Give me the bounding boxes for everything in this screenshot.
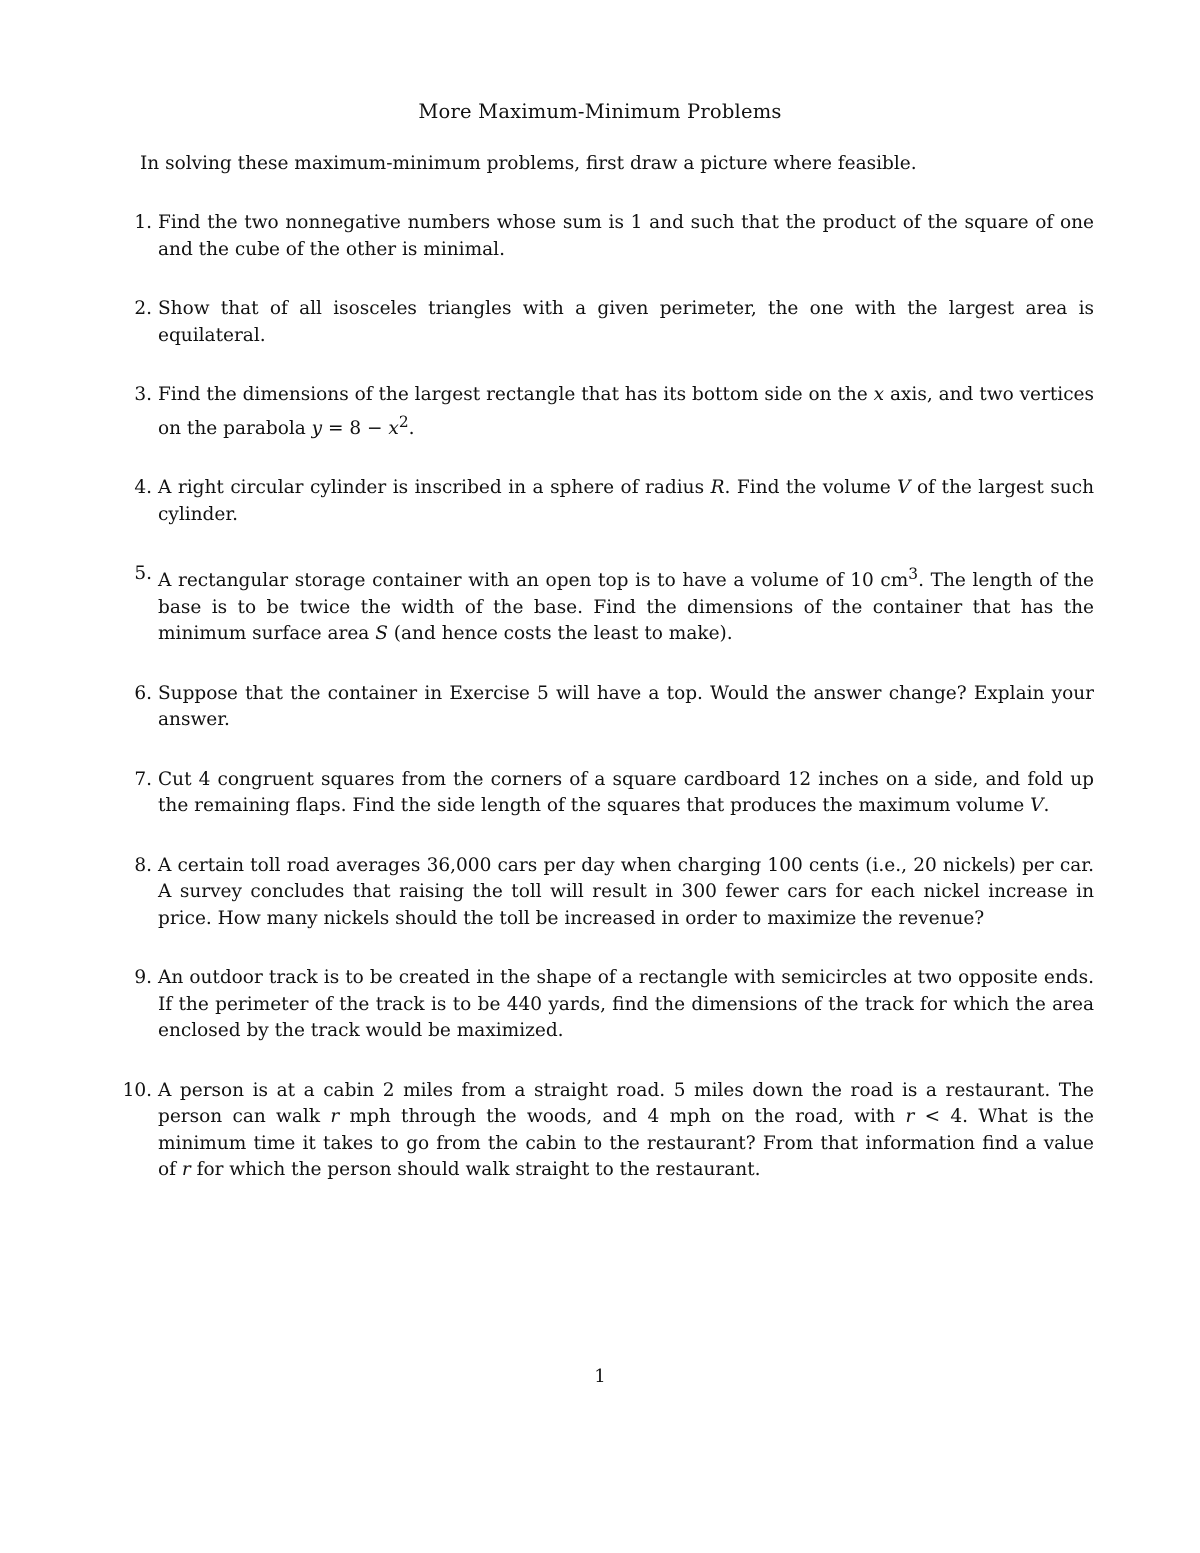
problem-text: . The length of the base is to be twice the width of the base. Find the dimensions of the container that has the minimum surface area (158, 570, 1094, 645)
page-number: 1 (594, 1366, 606, 1387)
problem-text: mph through the woods, and 4 mph on the road, with (339, 1106, 906, 1128)
problem-text: < 4. What is the minimum time it takes to go from the cabin to the restaurant? From that information find a value of (158, 1106, 1094, 1181)
problem-text: (and hence costs the least to make). (387, 623, 733, 645)
problem-text: . (1043, 795, 1050, 817)
problem-number: 8. (134, 854, 152, 876)
problem-number: 3. (134, 384, 152, 405)
problem-number: 7. (134, 768, 152, 790)
math-var-r: r (330, 1106, 340, 1128)
problem-5 (134, 561, 1094, 648)
problem-8 (134, 853, 1094, 933)
problem-text: of the largest such cylinder. (158, 477, 1095, 525)
problem-text: Find the two nonnegative numbers whose sum is 1 and such that the product of the square of one and the cube of the other is minimal. (158, 212, 1094, 260)
problem-text: A person is at a cabin 2 miles from a straight road. 5 miles down the road is a restaurant. The person can walk (158, 1079, 1094, 1128)
problem-2 (134, 296, 1094, 349)
problem-9 (134, 965, 1094, 1045)
intro-text: In solving these maximum-minimum problems, first draw a picture where feasible. (140, 153, 917, 174)
problem-number: 1. (134, 212, 152, 233)
problem-7 (134, 767, 1094, 820)
problem-text: Show that of all isosceles triangles with a given perimeter, the one with the largest area is equilateral. (158, 298, 1094, 346)
math-var-v: V (1030, 795, 1044, 817)
problem-text: Cut 4 congruent squares from the corners of a square cardboard 12 inches on a side, and fold up the remaining flaps. Find the side length of the squares that produces the maximum volume (158, 768, 1094, 817)
math-var-x: x (873, 384, 885, 405)
problem-number: 5. (134, 563, 152, 585)
problem-list (0, 210, 1200, 1217)
problem-number: 2. (134, 298, 152, 319)
problem-6 (134, 681, 1094, 734)
problem-number: 9. (134, 967, 152, 989)
problem-text: Suppose that the container in Exercise 5 will have a top. Would the answer change? Explain your answer. (158, 682, 1094, 731)
problem-number: 10. (122, 1079, 152, 1101)
problem-text: A certain toll road averages 36,000 cars per day when charging 100 cents (i.e., 20 nickels) per car. A survey concludes that raising the toll will result in 300 fewer cars for each nickel increase in price. How many nickels should the toll be increased in order to maximize the revenue? (158, 854, 1094, 929)
problem-text: = 8 − (322, 417, 389, 439)
problem-1 (134, 210, 1094, 263)
page-title: More Maximum-Minimum Problems (418, 100, 782, 123)
problem-text: A rectangular storage container with an open top is to have a volume of 10 cm (158, 570, 909, 592)
math-var-r: R (710, 477, 725, 499)
math-var-r: r (181, 1159, 191, 1181)
math-var-v: V (897, 477, 911, 499)
problem-number: 4. (134, 477, 152, 499)
math-var-x: x (388, 417, 399, 439)
problem-text: A right circular cylinder is inscribed in a sphere of radius (158, 477, 711, 499)
superscript: 3 (908, 565, 919, 584)
problem-text: Find the dimensions of the largest rectangle that has its bottom side on the (158, 384, 874, 405)
problem-text: . (408, 417, 415, 439)
problem-text: for which the person should walk straight to the restaurant. (190, 1159, 761, 1181)
problem-3 (134, 382, 1094, 442)
problem-text: axis, and two vertices on the parabola (158, 384, 1094, 439)
math-var-s: S (375, 623, 388, 645)
problem-text: . Find the volume (724, 477, 898, 499)
math-var-r: r (905, 1106, 915, 1128)
problem-10 (122, 1078, 1094, 1184)
problem-4 (134, 475, 1095, 528)
superscript: 2 (398, 412, 409, 431)
problem-text: An outdoor track is to be created in the shape of a rectangle with semicircles at two opposite ends. If the perimeter of the track is to be 440 yards, find the dimensions of the track for which the area enclosed by the track would be maximized. (158, 967, 1094, 1042)
problem-number: 6. (134, 682, 152, 704)
math-var-y: y (311, 417, 323, 439)
